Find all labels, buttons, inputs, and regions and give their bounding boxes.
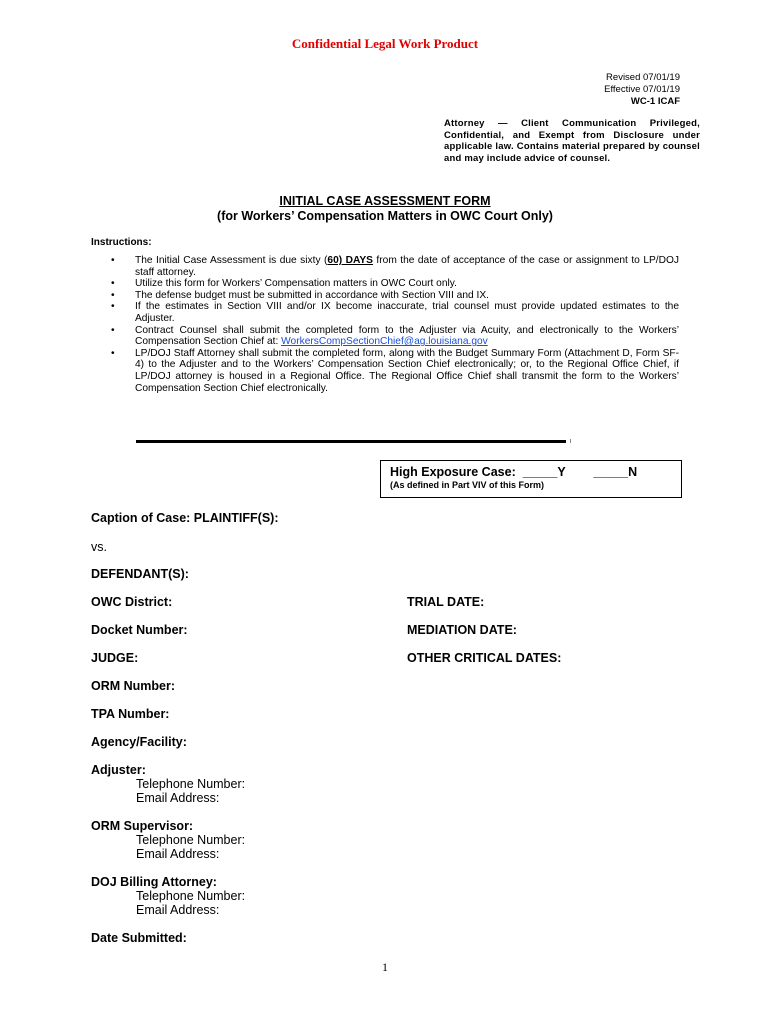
caption-of-case-label: Caption of Case: PLAINTIFF(S):: [91, 511, 279, 525]
bullet: •: [111, 255, 115, 266]
versus-label: vs.: [91, 540, 107, 554]
form-title: INITIAL CASE ASSESSMENT FORM: [279, 194, 491, 208]
due-days: 60) DAYS: [327, 255, 373, 266]
list-item: • Contract Counsel shall submit the completed form to the Adjuster via Acuity, and electronically to the Workers’ Compensation Section Chief at: WorkersCompSectionChief@ag.louisiana.gov: [111, 324, 679, 348]
list-item: • LP/DOJ Staff Attorney shall submit the completed form, along with the Budget Summary Form (Attachment D, Form SF-4) to the Adjuster and to the Workers’ Compensation Section Chief electronically; or, to the Regional Office Chief, if LP/DOJ attorney is housed in a Regional Office. The Regional Office Chief shall transmit the form to the Workers’ Compensation Section Chief electronically.: [111, 347, 679, 394]
adjuster-telephone-label: Telephone Number:: [136, 777, 246, 791]
adjuster-label: Adjuster:: [91, 763, 146, 777]
effective-date: Effective 07/01/19: [604, 84, 680, 95]
adjuster-block: [91, 763, 245, 805]
docket-number-label: Docket Number:: [91, 623, 188, 637]
separator-end-mark: [566, 439, 571, 443]
list-item: • The defense budget must be submitted in accordance with Section VIII and IX.: [111, 289, 489, 301]
orm-supervisor-telephone-label: Telephone Number:: [136, 833, 246, 847]
high-exposure-note: (As defined in Part VIV of this Form): [390, 480, 545, 490]
instructions-list: [91, 255, 679, 394]
doj-billing-telephone-label: Telephone Number:: [136, 889, 246, 903]
doj-billing-attorney-label: DOJ Billing Attorney:: [91, 875, 217, 889]
tpa-number-label: TPA Number:: [91, 707, 170, 721]
privilege-notice: Attorney — Client Communication Privileged, Confidential, and Exempt from Disclosure under applicable law. Contains material prepared by counsel and may include advice of counsel.: [444, 118, 700, 164]
form-subtitle: (for Workers’ Compensation Matters in OWC Court Only): [217, 209, 553, 223]
instructions-heading: Instructions:: [91, 237, 152, 248]
bullet: •: [111, 324, 115, 336]
separator-line: [136, 440, 566, 443]
section-chief-email-link[interactable]: WorkersCompSectionChief@ag.louisiana.gov: [281, 336, 488, 348]
mediation-date-label: MEDIATION DATE:: [407, 623, 517, 637]
form-title-block: [0, 194, 770, 224]
form-code: WC-1 ICAF: [630, 96, 680, 107]
list-item: • If the estimates in Section VIII and/or IX become inaccurate, trial counsel must provide updated estimates to the Adjuster.: [111, 301, 679, 324]
adjuster-email-label: Email Address:: [136, 791, 220, 805]
orm-number-label: ORM Number:: [91, 679, 176, 693]
defendants-label: DEFENDANT(S):: [91, 567, 189, 581]
owc-district-label: OWC District:: [91, 595, 173, 609]
list-item: • The Initial Case Assessment is due sixty (60) DAYS from the date of acceptance of the case or assignment to LP/DOJ staff attorney.: [111, 255, 679, 278]
doj-billing-email-label: Email Address:: [136, 903, 220, 917]
orm-supervisor-label: ORM Supervisor:: [91, 819, 194, 833]
revision-block: [604, 72, 680, 108]
orm-supervisor-email-label: Email Address:: [136, 847, 220, 861]
bullet: •: [111, 278, 115, 290]
bullet: •: [111, 301, 115, 313]
high-exposure-box: [380, 460, 682, 498]
orm-supervisor-block: [91, 819, 245, 861]
agency-facility-label: Agency/Facility:: [91, 735, 187, 749]
revised-date: Revised 07/01/19: [606, 72, 680, 83]
bullet: •: [111, 289, 115, 301]
list-item: • Utilize this form for Workers’ Compensation matters in OWC Court only.: [111, 278, 457, 290]
judge-label: JUDGE:: [91, 651, 139, 665]
other-critical-dates-label: OTHER CRITICAL DATES:: [407, 651, 562, 665]
bullet: •: [111, 347, 115, 359]
date-submitted-label: Date Submitted:: [91, 931, 187, 945]
trial-date-label: TRIAL DATE:: [407, 595, 485, 609]
confidential-header: Confidential Legal Work Product: [291, 36, 479, 51]
page-number: 1: [382, 960, 388, 974]
doj-billing-block: [91, 875, 245, 917]
high-exposure-label: High Exposure Case: _____Y _____N: [390, 465, 638, 479]
